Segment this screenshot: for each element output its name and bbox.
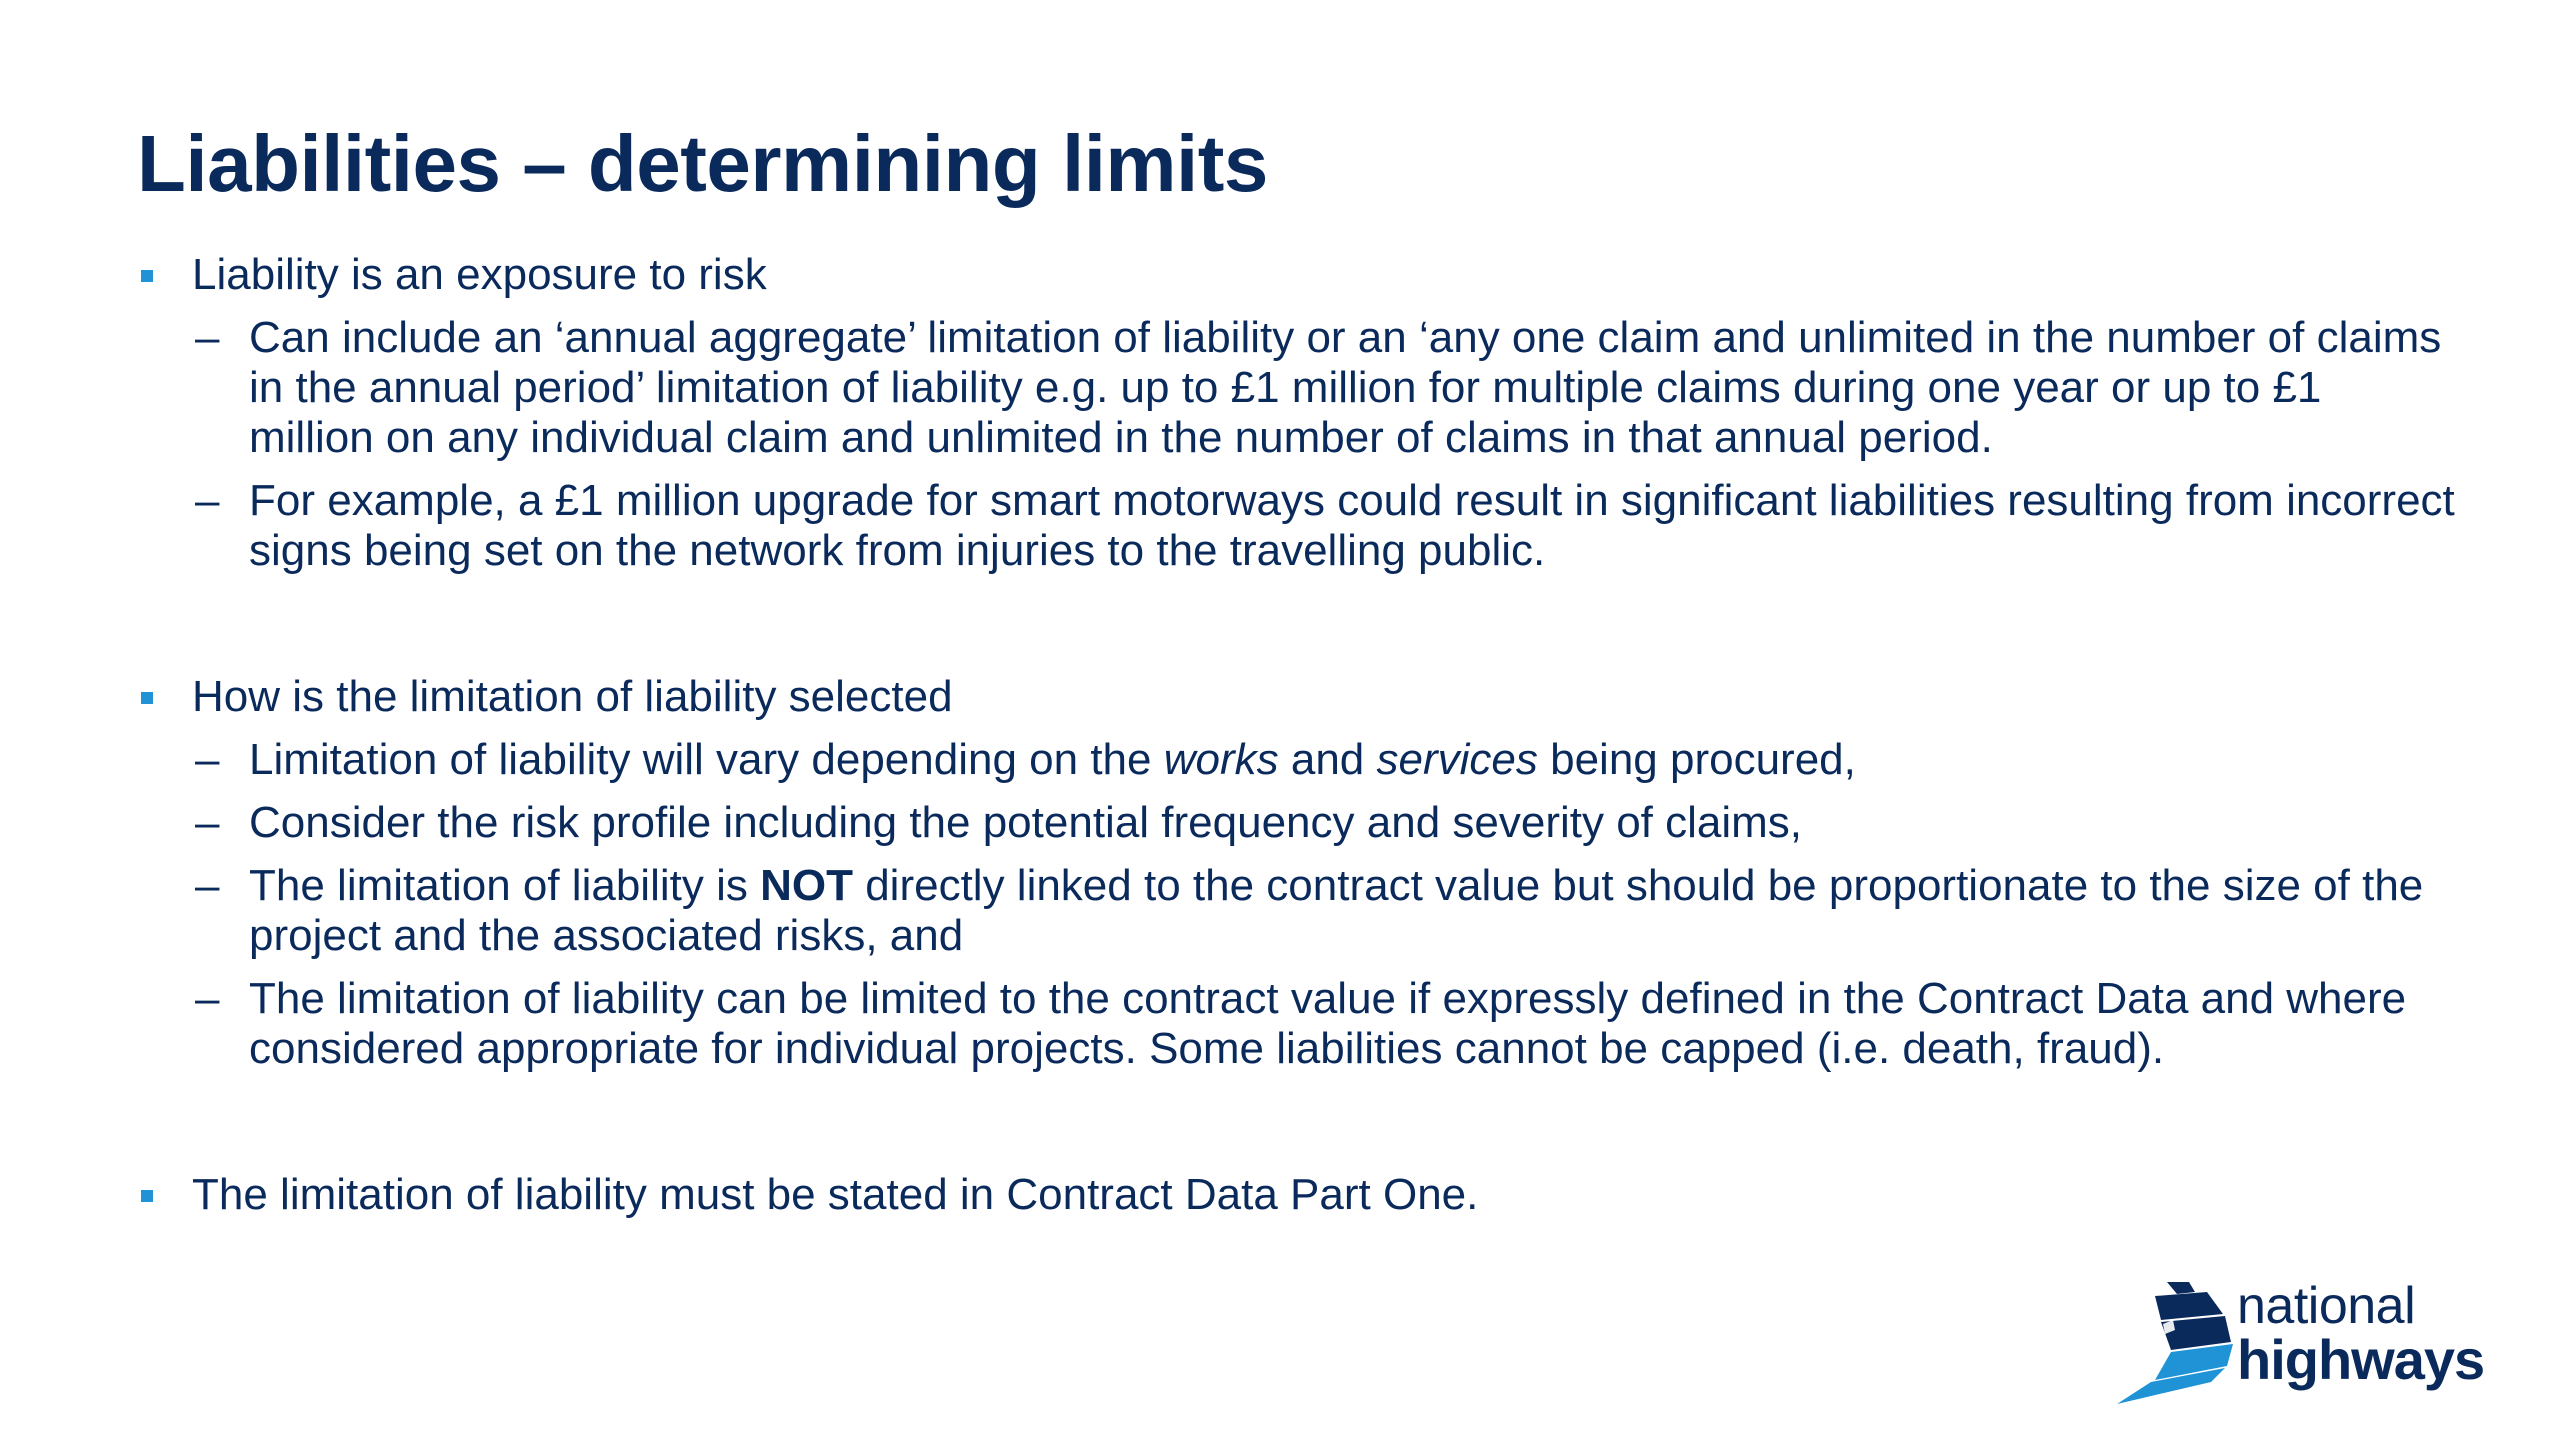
bullet-group-3 bbox=[137, 1170, 2457, 1220]
logo-wordmark bbox=[2237, 1277, 2485, 1391]
bullet-item bbox=[137, 672, 2457, 722]
national-highways-logo bbox=[2115, 1277, 2525, 1405]
dash-bullet-icon: – bbox=[195, 798, 220, 847]
text-run: and bbox=[1278, 735, 1377, 784]
sub-bullet-item bbox=[137, 974, 2457, 1074]
dash-bullet-icon: – bbox=[195, 313, 220, 362]
sub-bullet-list bbox=[137, 313, 2457, 576]
sub-bullet-text bbox=[249, 861, 2423, 960]
square-bullet-icon bbox=[141, 1190, 153, 1202]
square-bullet-icon bbox=[141, 270, 153, 282]
square-bullet-icon bbox=[141, 692, 153, 704]
logo-text-highways: highways bbox=[2237, 1328, 2485, 1391]
text-run-bold: NOT bbox=[760, 861, 853, 910]
bullet-item bbox=[137, 1170, 2457, 1220]
slide-title: Liabilities – determining limits bbox=[137, 119, 1268, 208]
sub-bullet-text: The limitation of liability can be limited to the contract value if expressly defined in the Contract Data and where considered appropriate for individual projects. Some liabilities cannot be capped (i.e. death, fraud). bbox=[249, 974, 2407, 1073]
bullet-item bbox=[137, 250, 2457, 300]
bullet-text: How is the limitation of liability selected bbox=[192, 672, 953, 721]
bullet-text: The limitation of liability must be stated in Contract Data Part One. bbox=[192, 1170, 1479, 1219]
bullet-text: Liability is an exposure to risk bbox=[192, 250, 767, 299]
text-run: The limitation of liability is bbox=[249, 861, 761, 910]
bullet-group-2 bbox=[137, 672, 2457, 1074]
logo-text-national: national bbox=[2237, 1277, 2416, 1335]
text-run-italic: services bbox=[1376, 735, 1538, 784]
bullet-group-1 bbox=[137, 250, 2457, 576]
text-run: being procured, bbox=[1537, 735, 1856, 784]
national-highways-logo-icon bbox=[2115, 1280, 2235, 1405]
dash-bullet-icon: – bbox=[195, 476, 220, 525]
text-run-italic: works bbox=[1163, 735, 1279, 784]
sub-bullet-item bbox=[137, 313, 2457, 463]
text-run: Limitation of liability will vary depending on the bbox=[249, 735, 1164, 784]
sub-bullet-item bbox=[137, 476, 2457, 576]
slide-body bbox=[137, 250, 2457, 1220]
sub-bullet-item bbox=[137, 798, 2457, 848]
text-run: directly linked to the contract value but should be proportionate to the size of the project and the associated risks, and bbox=[249, 861, 2424, 960]
sub-bullet-item bbox=[137, 735, 2457, 785]
dash-bullet-icon: – bbox=[195, 735, 220, 784]
dash-bullet-icon: – bbox=[195, 861, 220, 910]
sub-bullet-text bbox=[249, 735, 1856, 784]
sub-bullet-item bbox=[137, 861, 2457, 961]
sub-bullet-text: Consider the risk profile including the potential frequency and severity of claims, bbox=[249, 798, 1803, 847]
dash-bullet-icon: – bbox=[195, 974, 220, 1023]
sub-bullet-text: Can include an ‘annual aggregate’ limitation of liability or an ‘any one claim and unlimited in the number of claims in the annual period’ limitation of liability e.g. up to £1 million for multiple claims during one year or up to £1 million on any individual claim and unlimited in the number of claims in that annual period. bbox=[249, 313, 2442, 462]
sub-bullet-list bbox=[137, 735, 2457, 1074]
sub-bullet-text: For example, a £1 million upgrade for smart motorways could result in significant liabilities resulting from incorrect signs being set on the network from injuries to the travelling public. bbox=[249, 476, 2455, 575]
